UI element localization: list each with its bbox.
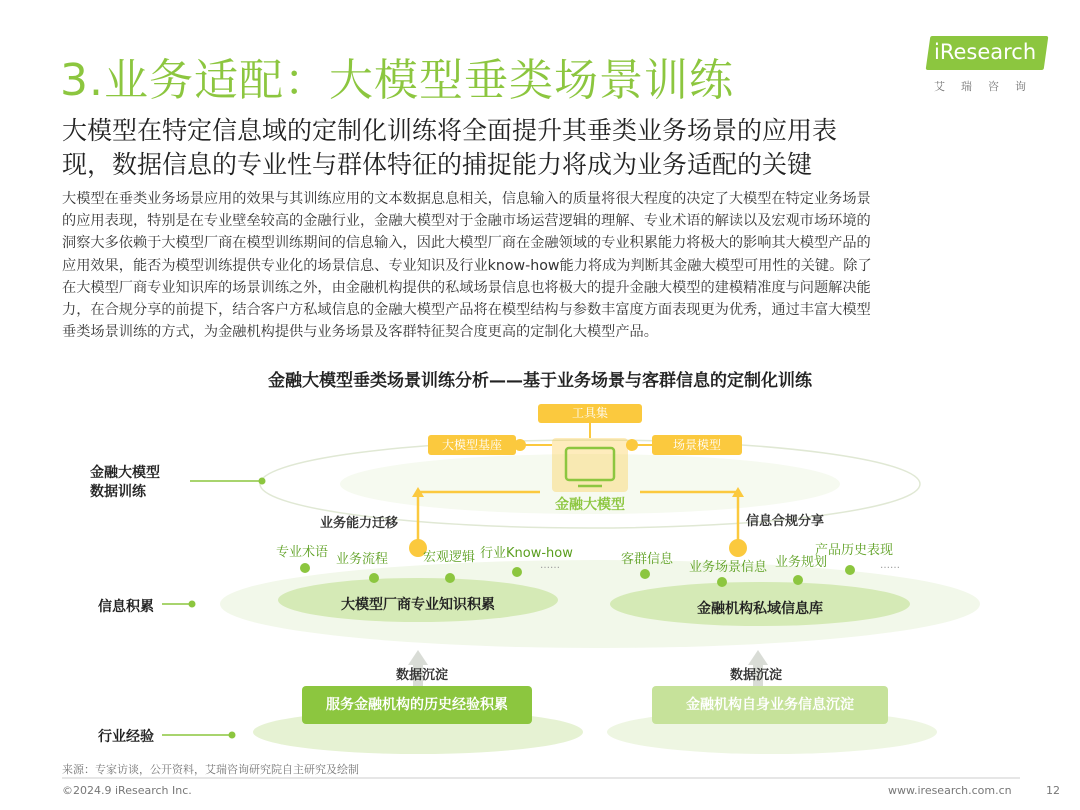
tag-terminology: 专业术语 — [276, 545, 329, 560]
tag-customer-info: 客群信息 — [621, 552, 674, 567]
side-label-info-accumulation: 信息积累 — [98, 599, 154, 615]
left-arrow-label: 业务能力迁移 — [320, 516, 399, 531]
copyright: ©2024.9 iResearch Inc. — [62, 784, 192, 797]
right-junction — [729, 539, 747, 557]
tag-business-scene-info: 业务场景信息 — [689, 560, 768, 575]
body-line: 洞察大多依赖于大模型厂商在模型训练期间的信息输入，因此大模型厂商在金融领域的专业积累能力将极大的影响其大模型产品的 — [62, 235, 871, 252]
body-line: 应用效果，能否为模型训练提供专业化的场景信息、专业知识及行业know-how能力将成为判断其金融大模型可用性的关键。除了 — [62, 257, 872, 274]
pill-model-base: 大模型基座 — [428, 435, 516, 455]
tag-product-history: 产品历史表现 — [815, 543, 894, 558]
diagram-title: 金融大模型垂类场景训练分析——基于业务场景与客群信息的定制化训练 — [268, 371, 812, 391]
pill-toolset: 工具集 — [538, 404, 642, 423]
tag-business-planning: 业务规划 — [775, 555, 828, 570]
tag-know-how: 行业Know-how — [480, 546, 573, 561]
pill-scene-model: 场景模型 — [652, 435, 742, 455]
body-line: 在大模型厂商专业知识库的场景训练之外，由金融机构提供的私域场景信息也将极大的提升金融大模型的建模精准度与问题解决能 — [62, 279, 871, 296]
left-ellipsis: …… — [540, 560, 560, 571]
left-sediment-label: 数据沉淀 — [396, 668, 449, 683]
right-platform-label: 金融机构私域信息库 — [697, 601, 823, 617]
side-label-model-training — [90, 464, 160, 502]
site-url[interactable]: www.iresearch.com.cn — [888, 784, 1012, 797]
body-line: 垂类场景训练的方式，为金融机构提供与业务场景及客群特征契合度更高的定制化大模型产品。 — [62, 324, 658, 341]
page-title: 3.业务适配：大模型垂类场景训练 — [60, 55, 734, 106]
right-business-box: 金融机构自身业务信息沉淀 — [652, 686, 888, 724]
right-sediment-label: 数据沉淀 — [730, 668, 783, 683]
source-note: 来源：专家访谈，公开资料，艾瑞咨询研究院自主研究及绘制 — [62, 763, 359, 776]
headline-line-1: 大模型在特定信息域的定制化训练将全面提升其垂类业务场景的应用表 — [62, 116, 838, 145]
headline-line-2: 现，数据信息的专业性与群体特征的捕捉能力将成为业务适配的关键 — [62, 150, 813, 179]
side-label-line: 金融大模型 — [90, 465, 160, 481]
left-history-box: 服务金融机构的历史经验积累 — [302, 686, 532, 724]
body-line: 的应用表现，特别是在专业壁垒较高的金融行业，金融大模型对于金融市场运营逻辑的理解、专业术语的解读以及宏观市场环境的 — [62, 213, 871, 230]
right-ellipsis: …… — [880, 560, 900, 571]
tag-business-process: 业务流程 — [336, 552, 389, 567]
core-label: 金融大模型 — [555, 497, 625, 513]
tag-macro-logic: 宏观逻辑 — [423, 550, 476, 565]
side-label-line: 数据训练 — [90, 484, 146, 500]
side-label-industry-experience: 行业经验 — [98, 729, 154, 745]
body-line: 大模型在垂类业务场景应用的效果与其训练应用的文本数据息息相关，信息输入的质量将很大程度的决定了大模型在特定业务场景 — [62, 191, 871, 207]
logo-text: iResearch — [934, 40, 1037, 64]
page-number: 12 — [1046, 784, 1060, 797]
logo-subtitle: 艾瑞咨询 — [934, 80, 1042, 93]
body-line: 力，在合规分享的前提下，结合客户方私域信息的金融大模型产品将在模型结构与参数丰富度方面表现更为优秀，通过丰富大模型 — [62, 302, 871, 319]
right-arrow-label: 信息合规分享 — [746, 514, 825, 529]
left-platform-label: 大模型厂商专业知识积累 — [341, 597, 495, 613]
